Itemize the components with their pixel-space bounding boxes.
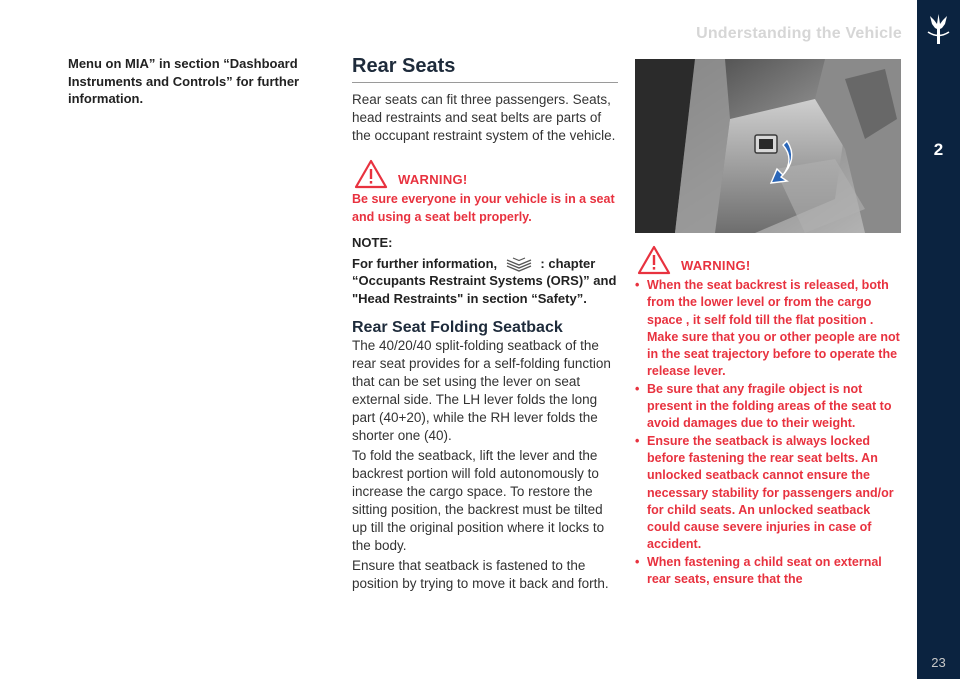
right-warning-header <box>635 245 901 275</box>
folding-para-3: Ensure that seatback is fastened to the position by trying to move it back and forth. <box>352 558 609 592</box>
warning-label: WARNING! <box>398 172 468 187</box>
note-text <box>352 255 618 308</box>
note-suffix: : chapter “Occupants Restraint Systems (ORS)” and "Head Restraints" in section “Safety”. <box>352 255 617 306</box>
page-number: 23 <box>931 655 946 670</box>
left-column <box>68 55 318 108</box>
rear-seats-title: Rear Seats <box>352 55 618 83</box>
right-column <box>635 59 901 588</box>
warning-item: • When the seat backrest is released, both from the lower level or from the cargo space , it self fold till the flat position . Make sure that you or other people are not in the seat trajectory before to operate the release lever. <box>635 277 901 381</box>
seat-lever-photo <box>635 59 901 233</box>
warning-header <box>352 159 618 189</box>
trident-logo-icon <box>925 12 952 46</box>
note-prefix: For further information, <box>352 255 498 271</box>
warning-item: • Ensure the seatback is always locked before fastening the rear seat belts. An unlocked seatback cannot ensure the necessary stability for passengers and/or for child seats. An unlocked seatback could cause severe injuries in case of accident. <box>635 433 901 554</box>
book-reference-icon <box>505 256 533 272</box>
rear-seats-body: Rear seats can fit three passengers. Seats, head restraints and seat belts are parts of the occupant restraint system of the vehicle. <box>352 92 616 143</box>
chapter-sidebar <box>917 0 960 679</box>
warning-item: • Be sure that any fragile object is not present in the folding areas of the seat to avoid damages due to their weight. <box>635 381 901 433</box>
warning-triangle-icon <box>354 159 388 189</box>
warning-triangle-icon <box>637 245 671 275</box>
folding-seatback-title: Rear Seat Folding Seatback <box>352 319 563 337</box>
middle-column <box>352 55 618 593</box>
page-header-title: Understanding the Vehicle <box>696 25 902 42</box>
chapter-number: 2 <box>933 140 944 159</box>
folding-para-2: To fold the seatback, lift the lever and the backrest portion will fold autonomously to increase the cargo space. To restore the sitting position, the backrest must be tilted up till the original position where it locks to the body. <box>352 448 605 554</box>
warning-item: • When fastening a child seat on external rear seats, ensure that the <box>635 554 901 589</box>
right-warning-list <box>635 277 901 588</box>
intro-continuation: Menu on MIA” in section “Dashboard Instruments and Controls” for further information. <box>68 56 300 106</box>
warning-text: Be sure everyone in your vehicle is in a seat and using a seat belt properly. <box>352 192 615 224</box>
note-label: NOTE: <box>352 235 393 250</box>
right-warning-label: WARNING! <box>681 258 751 273</box>
folding-para-1: The 40/20/40 split-folding seatback of the rear seat provides for a self-folding function that can be set using the lever on seat external side. The LH lever folds the long part (40+20), while the RH lever folds the shorter one (40). <box>352 338 611 444</box>
